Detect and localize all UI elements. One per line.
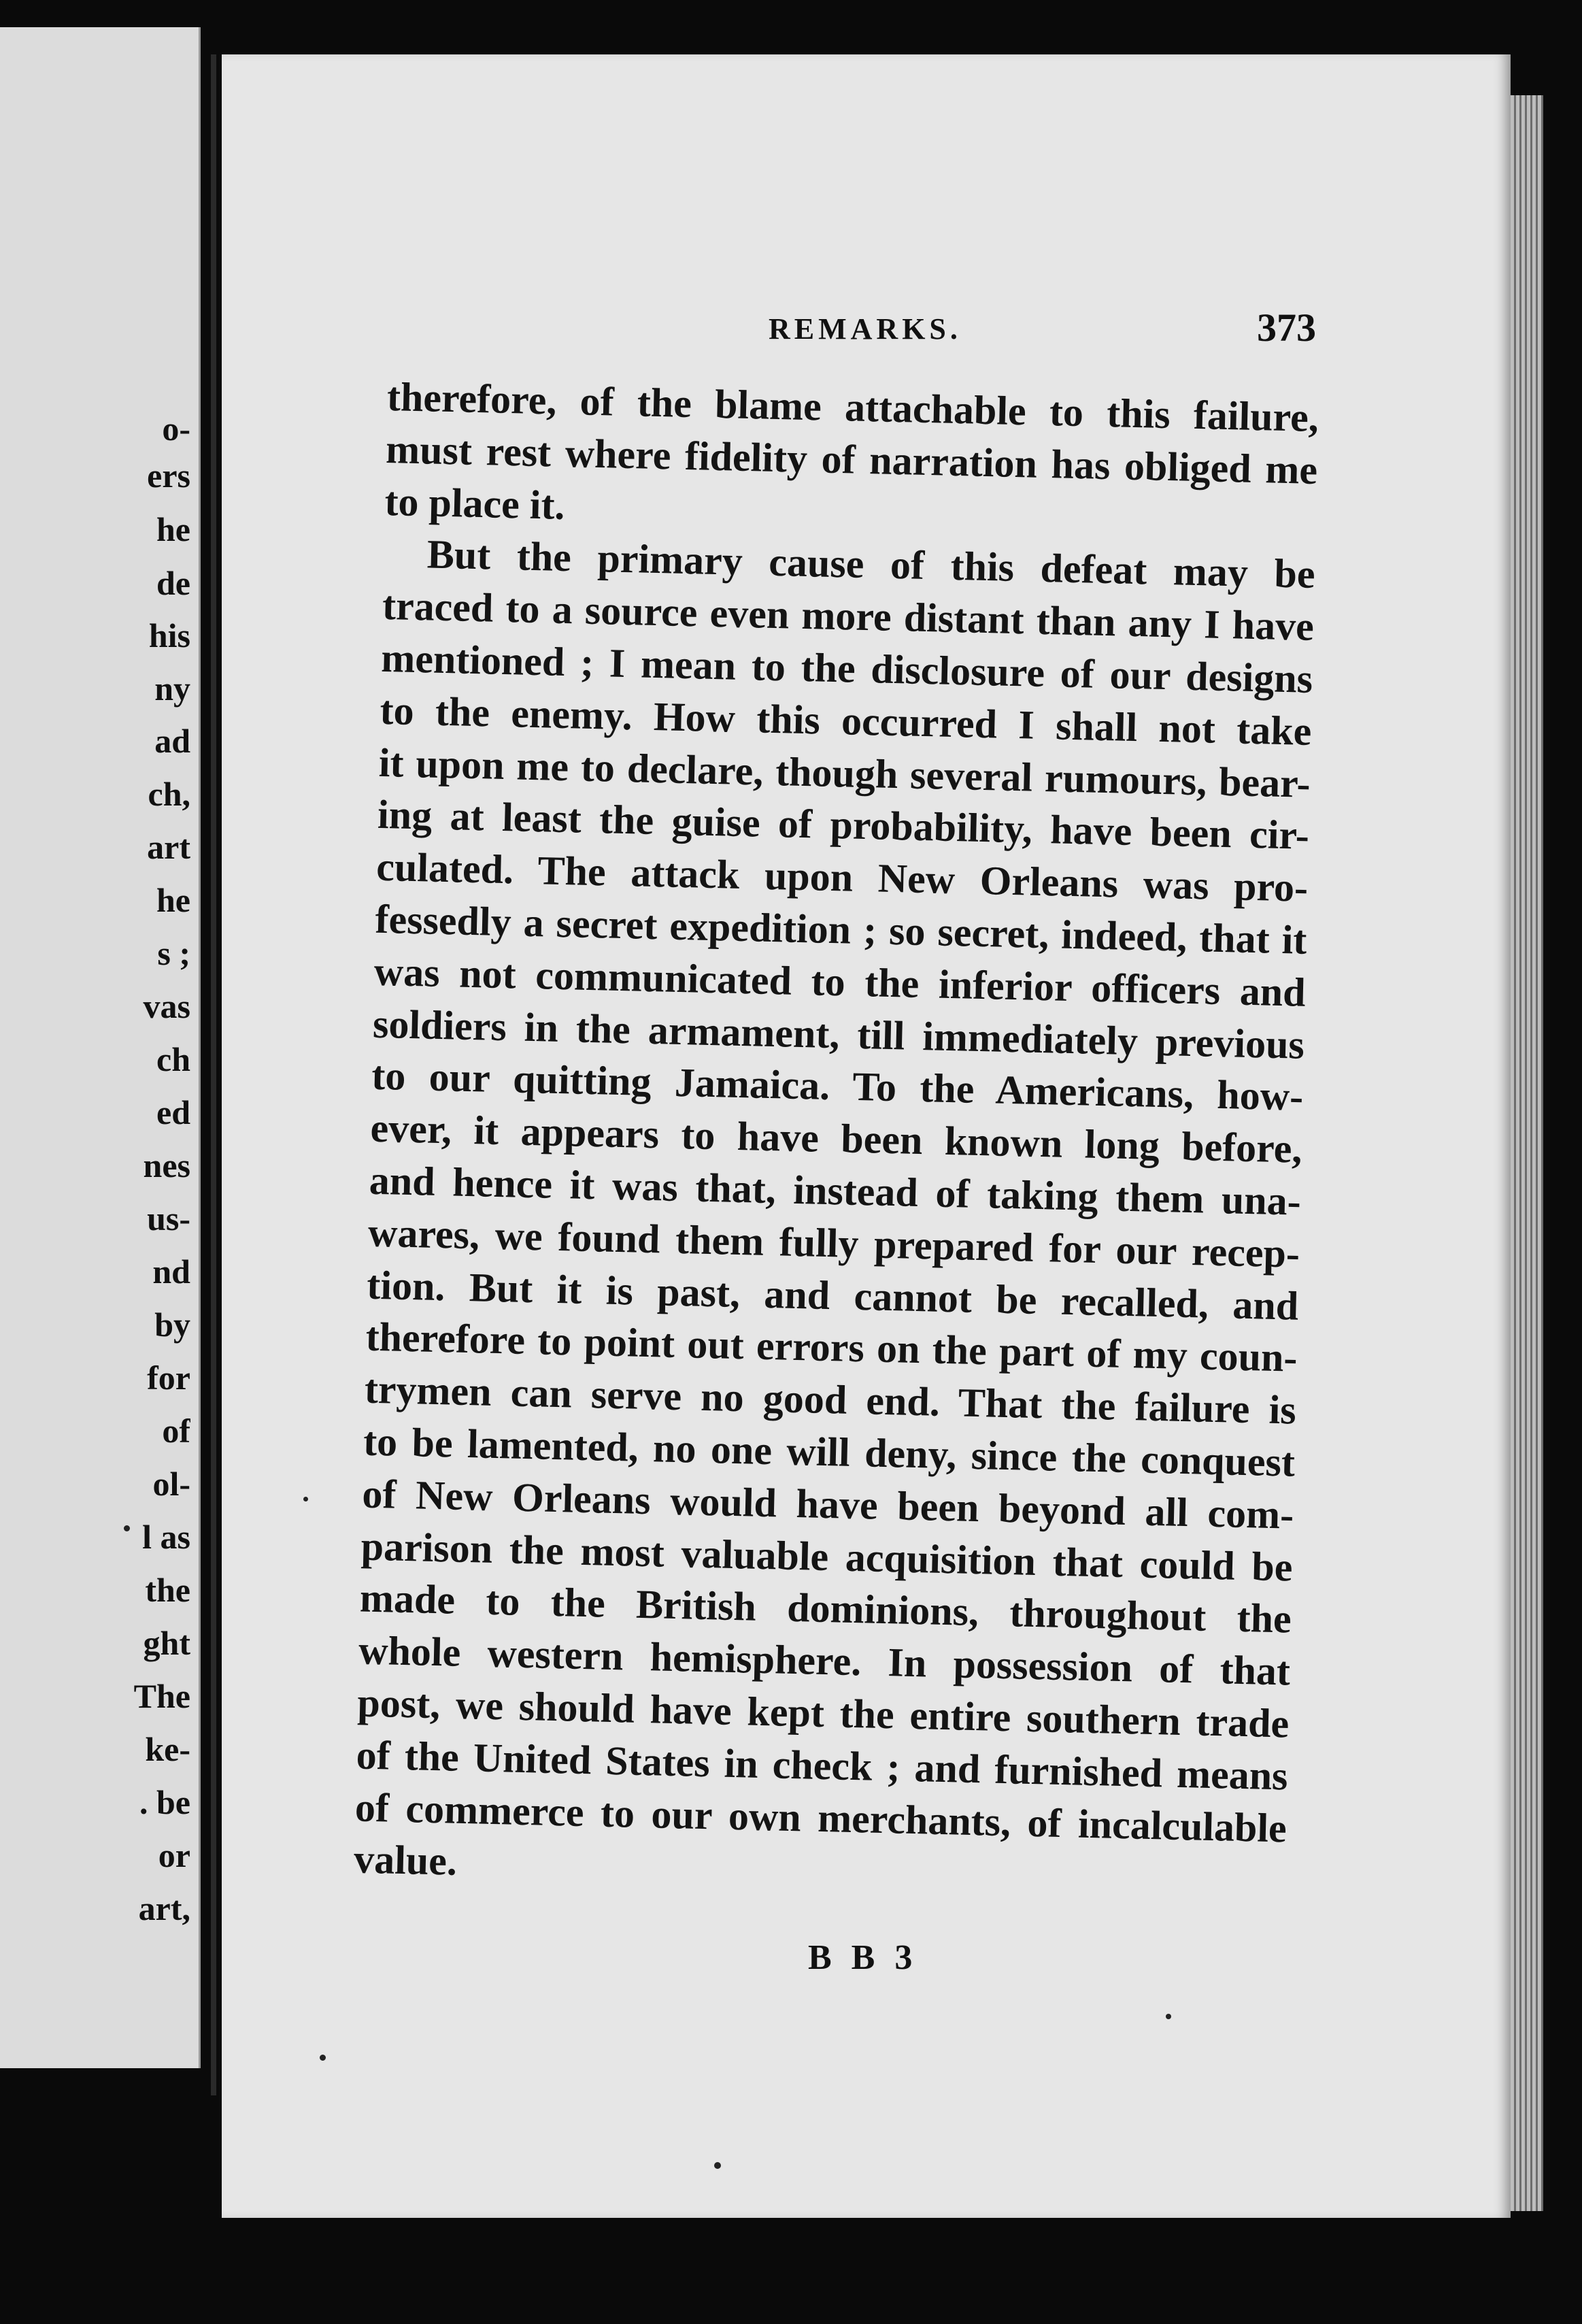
facing-line-fragment: ad <box>154 722 190 760</box>
text-line: to the enemy. How this occurred I shall not take <box>379 687 1313 754</box>
ink-speck <box>303 1497 308 1501</box>
page-edges <box>1511 95 1543 2211</box>
facing-line-fragment: he <box>156 881 190 919</box>
running-head: REMARKS. <box>769 312 962 346</box>
text-line: was not communicated to the inferior officers and <box>373 948 1307 1015</box>
facing-line-fragment: art <box>147 828 190 866</box>
facing-line-fragment: ke- <box>145 1730 190 1768</box>
text-line: it upon me to declare, though several rumours, bear- <box>378 740 1311 806</box>
facing-page-text <box>0 27 199 2068</box>
facing-line-fragment: . be <box>139 1783 190 1821</box>
text-line: mentioned ; I mean to the disclosure of our designs <box>380 635 1313 701</box>
facing-line-fragment: vas <box>143 987 190 1025</box>
facing-line-fragment: of <box>162 1412 190 1450</box>
facing-line-fragment: nd <box>152 1252 190 1291</box>
text-line: value. <box>353 1836 458 1885</box>
text-line: of commerce to our own merchants, of incalculable <box>354 1784 1288 1851</box>
ink-speck <box>1166 2014 1171 2019</box>
facing-page <box>0 27 201 2068</box>
text-line: to our quitting Jamaica. To the Americans, how- <box>371 1053 1304 1120</box>
text-line: of the United States in check ; and furnished means <box>356 1732 1289 1799</box>
text-line: parison the most valuable acquisition that could be <box>360 1523 1294 1590</box>
text-line: to be lamented, no one will deny, since the conquest <box>363 1418 1296 1485</box>
facing-line-fragment: The <box>133 1677 190 1715</box>
text-line: ever, it appears to have been known long before, <box>369 1105 1303 1172</box>
text-line: therefore, of the blame attachable to this failure, <box>386 374 1319 441</box>
text-line: post, we should have kept the entire southern trade <box>356 1680 1290 1746</box>
facing-line-fragment: art, <box>138 1889 190 1927</box>
facing-line-fragment: or <box>158 1836 190 1874</box>
facing-line-fragment: the <box>145 1571 190 1609</box>
facing-line-fragment: de <box>156 564 190 602</box>
text-line: soldiers in the armament, till immediately previous <box>372 1001 1305 1067</box>
page-number: 373 <box>1257 305 1316 350</box>
body-text <box>353 371 1319 1907</box>
facing-line-fragment: by <box>154 1306 190 1344</box>
facing-line-fragment: l as <box>142 1518 190 1556</box>
text-line: whole western hemisphere. In possession of that <box>358 1627 1291 1694</box>
facing-line-fragment: ght <box>143 1624 190 1662</box>
facing-line-fragment: he <box>156 510 190 548</box>
text-line: tion. But it is past, and cannot be recalled, and <box>366 1262 1299 1329</box>
text-line: therefore to point out errors on the part of my coun- <box>365 1314 1298 1381</box>
facing-line-fragment: for <box>147 1359 190 1397</box>
text-line: fessedly a secret expedition ; so secret, indeed, that it <box>374 896 1308 963</box>
signature-mark: B B 3 <box>808 1938 918 1977</box>
ink-speck <box>320 2055 326 2061</box>
text-line: made to the British dominions, throughout the <box>359 1575 1292 1642</box>
text-line: must rest where fidelity of narration has obliged me <box>385 426 1318 493</box>
text-line: But the primary cause of this defeat may be <box>426 531 1316 597</box>
text-line: traced to a source even more distant than any I have <box>382 583 1315 650</box>
facing-line-fragment: nes <box>143 1146 190 1184</box>
text-line: culated. The attack upon New Orleans was pro- <box>375 844 1309 911</box>
facing-line-fragment: his <box>148 616 190 654</box>
text-line: of New Orleans would have been beyond all com- <box>361 1471 1294 1538</box>
facing-line-fragment: ers <box>147 456 190 495</box>
facing-line-fragment: ny <box>154 669 190 708</box>
facing-line-fragment: ed <box>156 1093 190 1131</box>
text-line: ing at least the guise of probability, have been cir- <box>377 792 1310 859</box>
text-line: wares, we found them fully prepared for our recep- <box>367 1210 1300 1276</box>
facing-line-fragment: ol- <box>152 1465 190 1503</box>
facing-line-fragment: o- <box>162 410 190 448</box>
gutter-shadow <box>211 54 216 2095</box>
text-line: and hence it was that, instead of taking them una- <box>369 1157 1302 1224</box>
facing-line-fragment: ch <box>156 1040 190 1078</box>
facing-line-fragment: us- <box>147 1199 190 1238</box>
facing-line-fragment: s ; <box>157 934 190 972</box>
ink-speck <box>124 1525 130 1531</box>
text-line: to place it. <box>384 478 566 528</box>
text-line: trymen can serve no good end. That the failure is <box>364 1366 1297 1433</box>
ink-speck <box>714 2162 721 2169</box>
facing-line-fragment: ch, <box>148 775 190 813</box>
